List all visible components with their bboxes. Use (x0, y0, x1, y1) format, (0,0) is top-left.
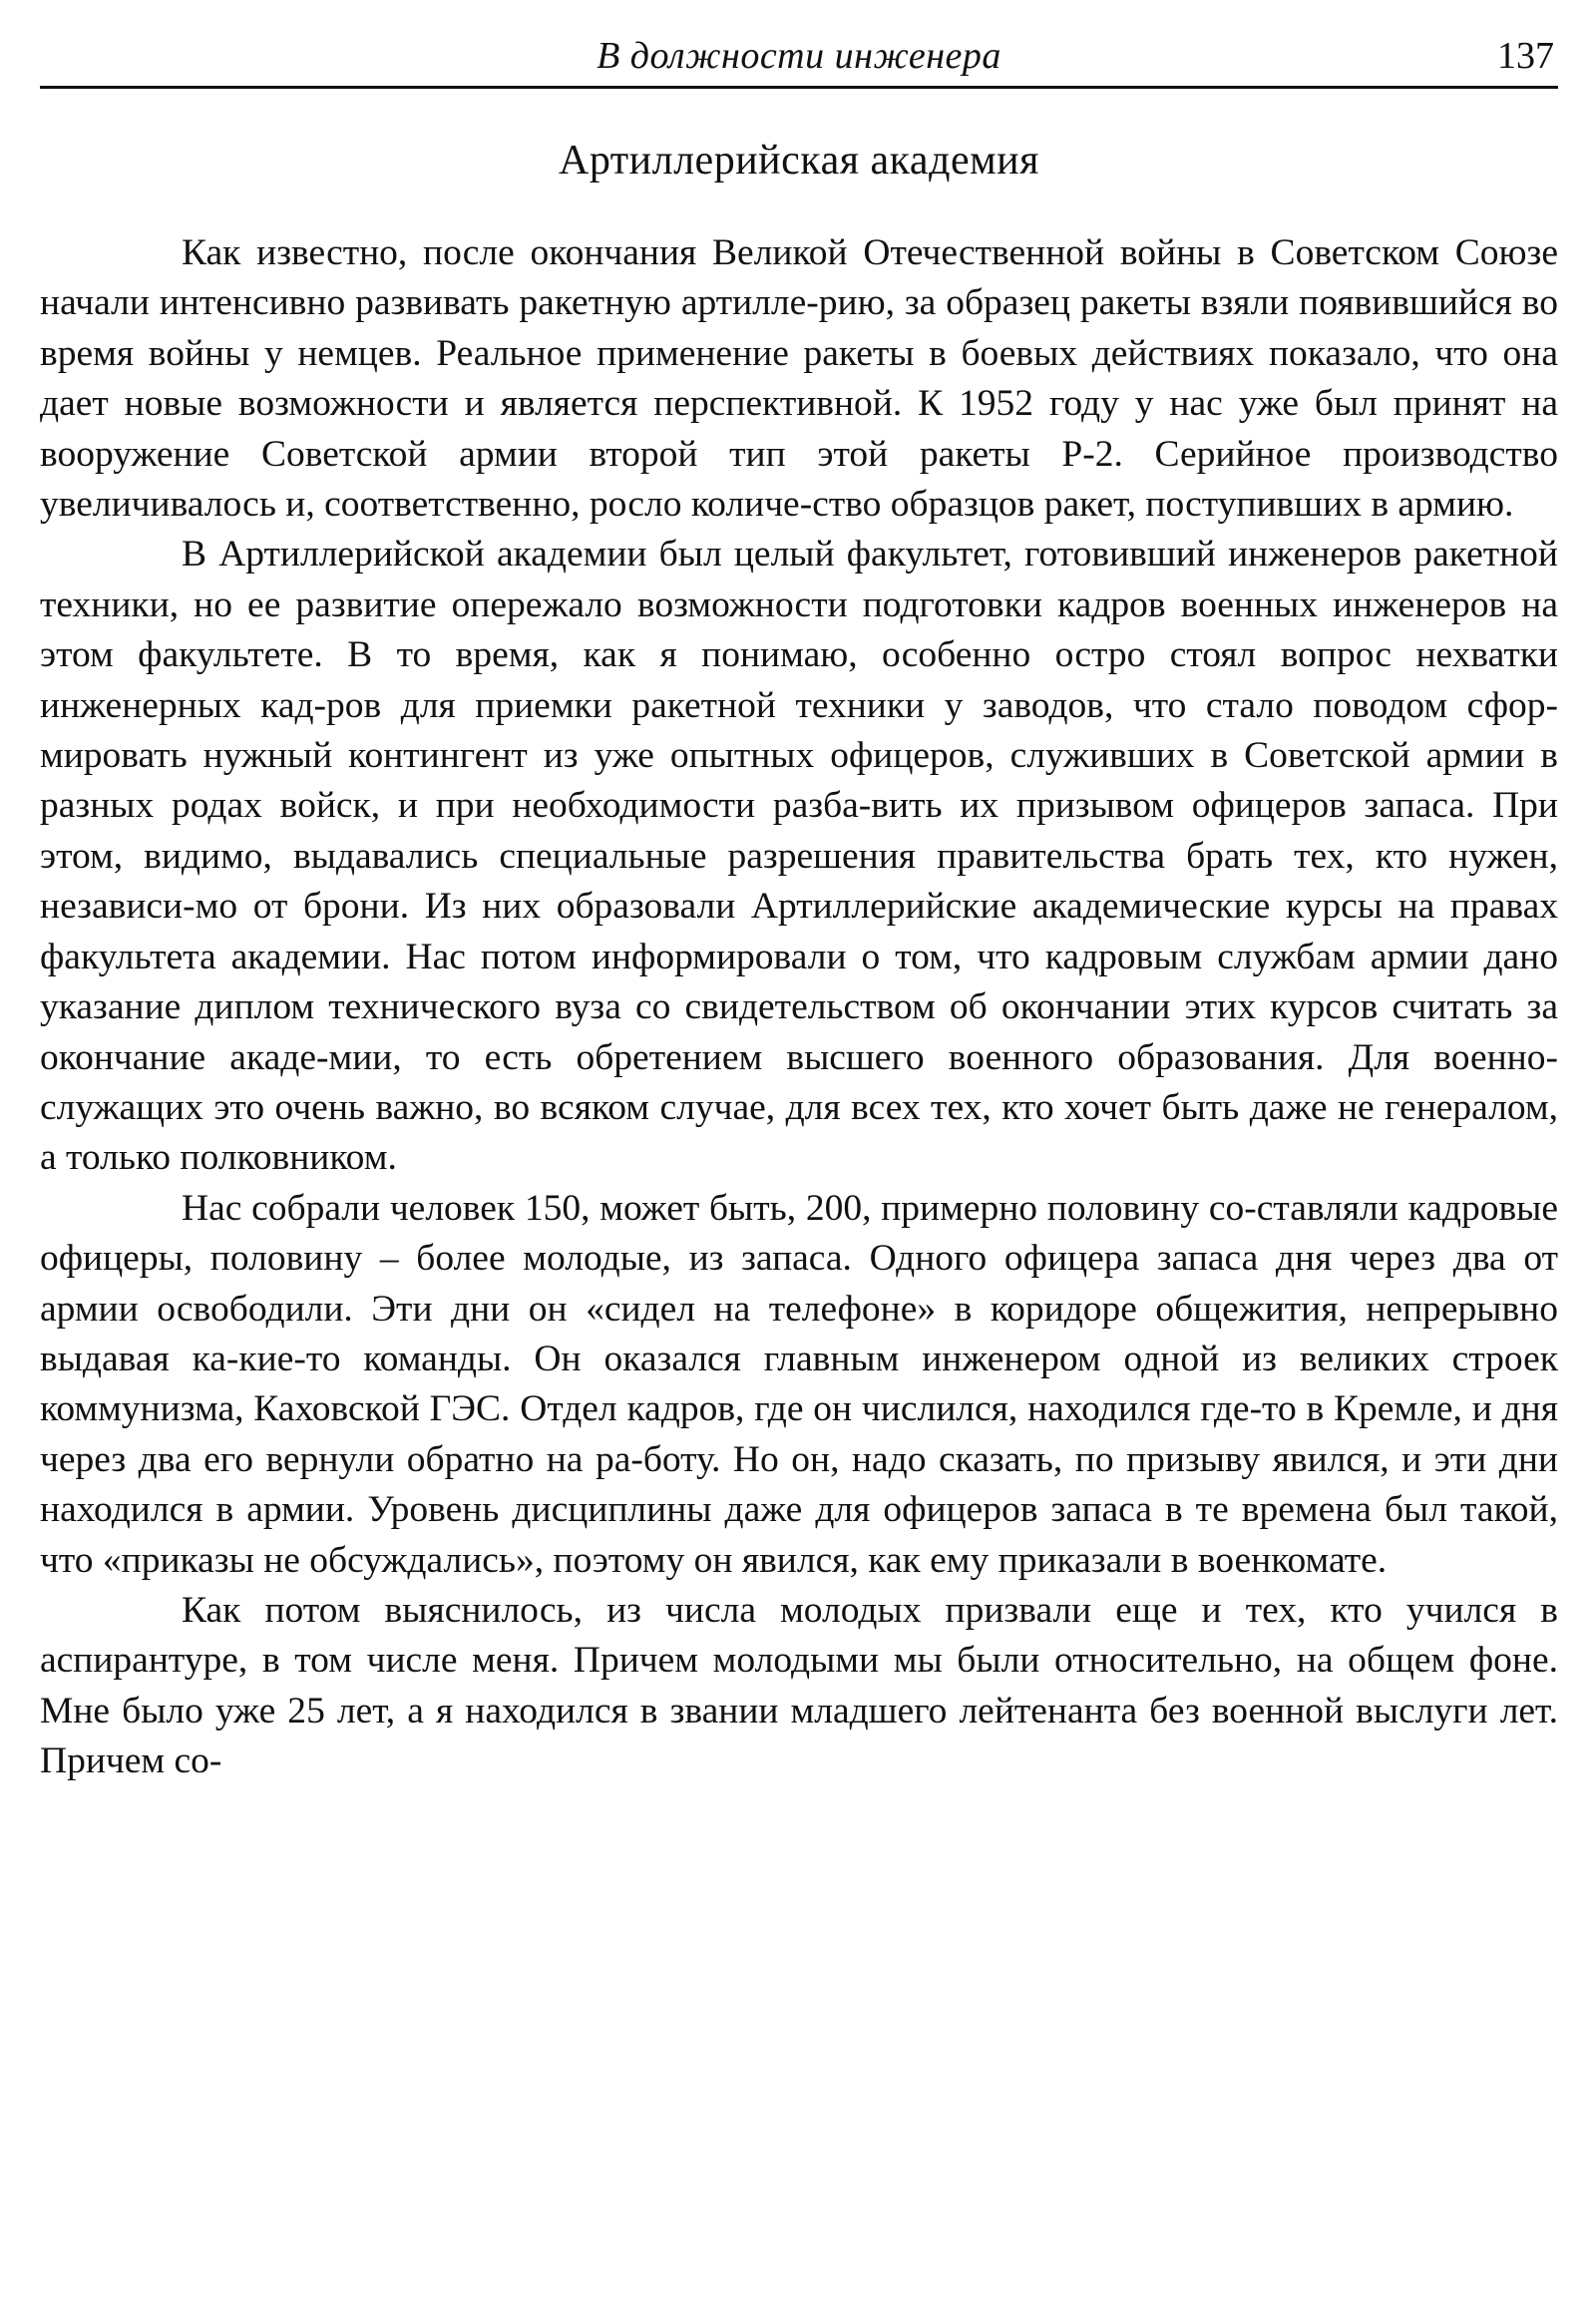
paragraph-1: Как известно, после окончания Великой Отечественной войны в Советском Союзе начали интенсивно развивать ракетную артилле-рию, за образец ракеты взяли появившийся во время войны у немцев. Реальное применение ракеты в боевых действиях показало, что она дает новые возможности и является перспективной. К 1952 году у нас уже был принят на вооружение Советской армии второй тип этой ракеты Р-2. Серийное производство увеличивалось и, соответственно, росло количе-ство образцов ракет, поступивших в армию. (40, 232, 1558, 526)
paragraph-3: Нас собрали человек 150, может быть, 200, примерно половину со-ставляли кадровые офицеры, половину – более молодые, из запаса. Одного офицера запаса дня через два от армии освободили. Эти дни он «сидел на телефоне» в коридоре общежития, непрерывно выдавая ка-кие-то команды. Он оказался главным инженером одной из великих строек коммунизма, Каховской ГЭС. Отдел кадров, где он числился, находился где-то в Кремле, и дня через два его вернули обратно на ра-боту. Но он, надо сказать, по призыву явился, и эти дни находился в армии. Уровень дисциплины даже для офицеров запаса в те времена был такой, что «приказы не обсуждались», поэтому он явился, как ему приказали в военкомате. (40, 1187, 1558, 1581)
paragraph-4: Как потом выяснилось, из числа молодых призвали еще и тех, кто учился в аспирантуре, в том числе меня. Причем молодыми мы были относительно, на общем фоне. Мне было уже 25 лет, а я находился в звании младшего лейтенанта без военной выслуги лет. Причем со- (40, 1589, 1558, 1782)
page-header (40, 28, 1558, 89)
body-text (40, 228, 1558, 1787)
book-page (40, 28, 1558, 2282)
page-number: 137 (1497, 35, 1554, 77)
section-title: Артиллерийская академия (559, 138, 1039, 184)
paragraph-2: В Артиллерийской академии был целый факультет, готовивший инженеров ракетной техники, но ее развитие опережало возможности подготовки кадров военных инженеров на этом факультете. В то время, как я понимаю, особенно остро стоял вопрос нехватки инженерных кад-ров для приемки ракетной техники у заводов, что стало поводом сфор-мировать нужный контингент из уже опытных офицеров, служивших в Советской армии в разных родах войск, и при необходимости разба-вить их призывом офицеров запаса. При этом, видимо, выдавались специальные разрешения правительства брать тех, кто нужен, независи-мо от брони. Из них образовали Артиллерийские академические курсы на правах факультета академии. Нас потом информировали о том, что кадровым службам армии дано указание диплом технического вуза со свидетельством об окончании этих курсов считать за окончание акаде-мии, то есть обретением высшего военного образования. Для военно-служащих это очень важно, во всяком случае, для всех тех, кто хочет быть даже не генералом, а только полковником. (40, 534, 1558, 1179)
running-head: В должности инженера (597, 35, 1001, 77)
